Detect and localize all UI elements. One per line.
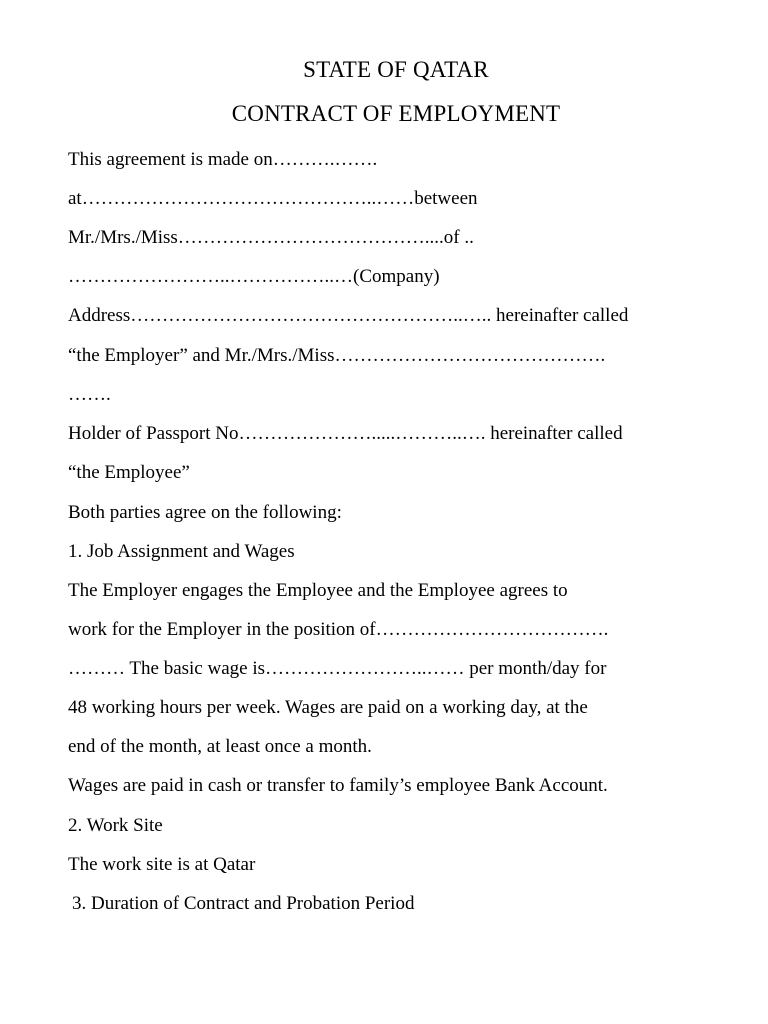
section-1-line-6: Wages are paid in cash or transfer to family’s employee Bank Account.	[68, 775, 608, 796]
section-1-line-2: work for the Employer in the position of……………………………….	[68, 619, 609, 640]
employee-name-line: “the Employer” and Mr./Mrs./Miss…………………………………….	[68, 345, 606, 366]
work-site-prefix: The work site is at	[68, 854, 214, 875]
section-1-line-3: ……… The basic wage is……………………..…… per month/day for	[68, 658, 607, 679]
section-3-heading: 3. Duration of Contract and Probation Period	[72, 893, 415, 914]
agreement-intro-line: Both parties agree on the following:	[68, 502, 342, 523]
section-1-line-5: end of the month, at least once a month.	[68, 736, 372, 757]
company-line: ……………………..……………..…(Company)	[68, 266, 440, 287]
document-title-contract: CONTRACT OF EMPLOYMENT	[231, 101, 561, 126]
employee-label-line: “the Employee”	[68, 462, 190, 483]
agreement-date-line: This agreement is made on……….…….	[68, 149, 378, 170]
work-site-line	[68, 853, 255, 877]
section-1-heading: 1. Job Assignment and Wages	[68, 541, 295, 562]
work-site-place: Qatar	[213, 854, 256, 875]
section-2-heading: 2. Work Site	[68, 815, 163, 836]
section-1-line-1: The Employer engages the Employee and the Employee agrees to	[68, 580, 568, 601]
passport-line: Holder of Passport No………………….....………..…. hereinafter called	[68, 423, 623, 444]
agreement-place-line: at………………………………………..……between	[68, 188, 478, 209]
employer-name-line: Mr./Mrs./Miss…………………………………....of ..	[68, 227, 474, 248]
employer-address-line: Address……………………………………………..….. hereinafter called	[68, 305, 629, 326]
section-1-line-4: 48 working hours per week. Wages are paid on a working day, at the	[68, 697, 588, 718]
continuation-dots-line: …….	[68, 384, 111, 405]
document-title-state: STATE OF QATAR	[303, 57, 489, 82]
